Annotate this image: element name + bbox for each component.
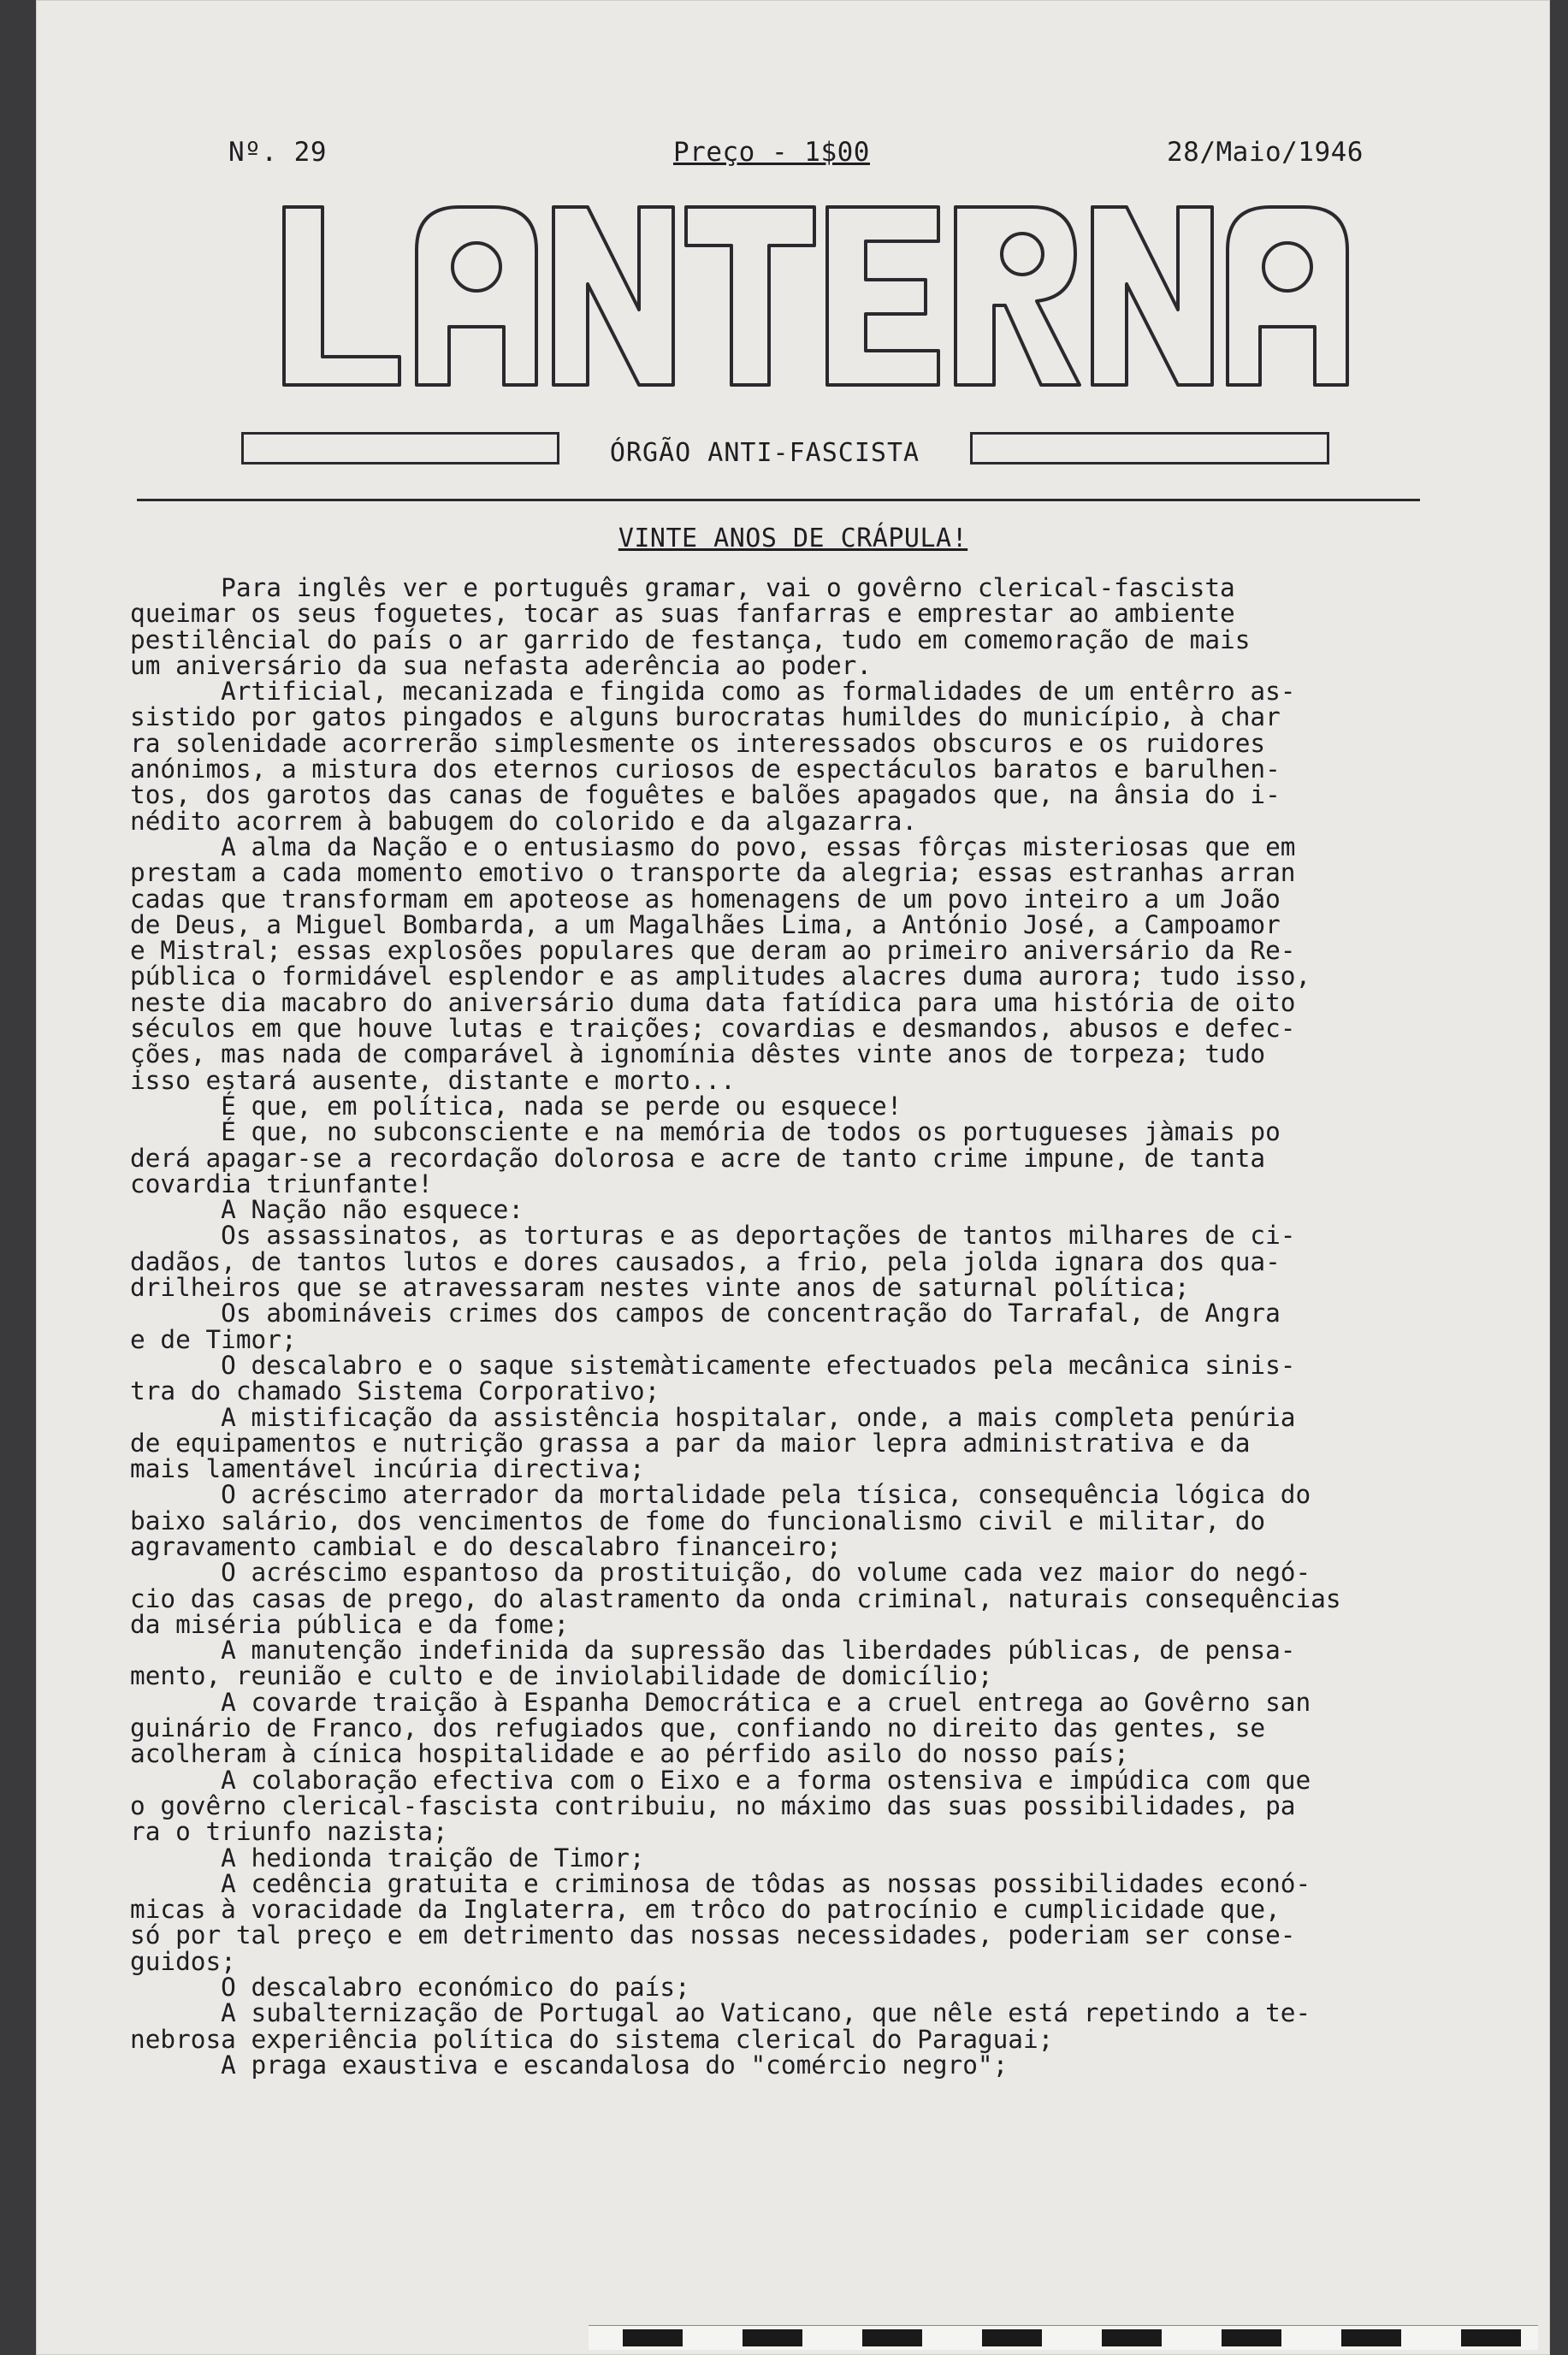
article-line: O descalabro económico do país; [130,1973,690,2003]
masthead-subtitle: ÓRGÃO ANTI-FASCISTA [609,438,920,468]
article-line: É que, em política, nada se perde ou esquece! [130,1091,902,1121]
masthead-logo [280,198,1353,391]
article-line: A cedência gratuita e criminosa de tôdas as nossas possibilidades econó- [130,1868,1311,1898]
article-line: drilheiros que se atravessaram nestes vinte anos de saturnal política; [130,1273,1190,1303]
article-line: É que, no subconsciente e na memória de todos os portugueses jàmais po [130,1117,1281,1147]
article-line: prestam a cada momento emotivo o transporte da alegria; essas estranhas arran [130,858,1296,888]
article-line: mais lamentável incúria directiva; [130,1454,645,1484]
article-line: covardia triunfante! [130,1169,433,1198]
article-line: O acréscimo aterrador da mortalidade pela tísica, consequência lógica do [130,1480,1311,1510]
article-line: e Mistral; essas explosões populares que deram ao primeiro aniversário da Re- [130,936,1296,966]
article-line: agravamento cambial e do descalabro financeiro; [130,1531,842,1561]
article-line: O descalabro e o saque sistemàticamente efectuados pela mecânica sinis- [130,1350,1296,1380]
article-line: A hedionda traição de Timor; [130,1843,645,1873]
article-line: cadas que transformam em apoteose as homenagens de um povo inteiro a um João [130,884,1281,914]
masthead-title-outline [280,198,1353,391]
article-line: Artificial, mecanizada e fingida como as formalidades de um entêrro as- [130,677,1296,707]
article-line: cio das casas de prego, do alastramento da onda criminal, naturais consequências [130,1583,1341,1613]
article-line: A praga exaustiva e escandalosa do "comércio negro"; [130,2050,1009,2080]
article-line: anónimos, a mistura dos eternos curiosos de espectáculos baratos e barulhen- [130,754,1281,784]
article-headline: VINTE ANOS DE CRÁPULA! [618,524,968,553]
price: Preço - 1$00 [673,137,870,168]
article-line: A mistificação da assistência hospitalar, onde, a mais completa penúria [130,1402,1296,1432]
article-line: mento, reunião e culto e de inviolabilidade de domicílio; [130,1661,993,1691]
article-line: ções, mas nada de comparável à ignomínia dêstes vinte anos de torpeza; tudo [130,1039,1266,1069]
article-line: e de Timor; [130,1324,297,1354]
article-line: micas à voracidade da Inglaterra, em trôco do patrocínio e cumplicidade que, [130,1895,1281,1925]
article-line: A manutenção indefinida da supressão das liberdades públicas, de pensa- [130,1636,1296,1666]
article-line: nédito acorrem à babugem do colorido e da algazarra. [130,806,918,836]
scale-ruler [589,2325,1538,2350]
article-line: guidos; [130,1946,236,1976]
subtitle-bar-left [241,432,559,464]
article-line: acolheram à cínica hospitalidade e ao pérfido asilo do nosso país; [130,1739,1129,1769]
article-line: só por tal preço e em detrimento das nossas necessidades, poderiam ser conse- [130,1920,1296,1950]
article-line: dadãos, de tantos lutos e dores causados, a frio, pela jolda ignara dos qua- [130,1246,1281,1276]
article-body [130,575,1482,2078]
article-line: ra o triunfo nazista; [130,1817,448,1847]
article-line: nebrosa experiência política do sistema clerical do Paraguai; [130,2024,1054,2054]
issue-date: 28/Maio/1946 [1167,137,1364,168]
header-rule [137,499,1420,501]
article-line: da miséria pública e da fome; [130,1609,570,1639]
article-line: Para inglês ver e português gramar, vai o govêrno clerical-fascista [130,573,1235,602]
article-line: séculos em que houve lutas e traições; covardias e desmandos, abusos e defec- [130,1014,1296,1044]
article-line: pública o formidável esplendor e as amplitudes alacres duma aurora; tudo isso, [130,962,1311,991]
article-line: A alma da Nação e o entusiasmo do povo, essas fôrças misteriosas que em [130,831,1296,861]
article-line: isso estará ausente, distante e morto... [130,1065,736,1095]
article-line: tos, dos garotos das canas de foguêtes e balões apagados que, na ânsia do i- [130,780,1281,810]
article-line: A colaboração efectiva com o Eixo e a forma ostensiva e impúdica com que [130,1765,1311,1795]
article-line: de Deus, a Miguel Bombarda, a um Magalhães Lima, a António José, a Campoamor [130,909,1281,939]
article-line: ra solenidade acorrerão simplesmente os interessados obscuros e os ruidores [130,728,1266,758]
article-line: o govêrno clerical-fascista contribuiu, no máximo das suas possibilidades, pa [130,1790,1296,1820]
newspaper-page [36,0,1550,2355]
article-line: A covarde traição à Espanha Democrática e a cruel entrega ao Govêrno san [130,1687,1311,1717]
article-line: pestilêncial do país o ar garrido de festança, tudo em comemoração de mais [130,624,1251,654]
article-line: Os abomináveis crimes dos campos de concentração do Tarrafal, de Angra [130,1299,1281,1328]
article-line: guinário de Franco, dos refugiados que, confiando no direito das gentes, se [130,1713,1266,1743]
article-line: Os assassinatos, as torturas e as deportações de tantos milhares de ci- [130,1221,1296,1251]
article-line: A Nação não esquece: [130,1195,524,1225]
article-line: sistido por gatos pingados e alguns burocratas humildes do município, à char [130,702,1281,732]
article-line: derá apagar-se a recordação dolorosa e acre de tanto crime impune, de tanta [130,1143,1266,1173]
issue-number: Nº. 29 [228,137,327,168]
article-line: neste dia macabro do aniversário duma data fatídica para uma história de oito [130,987,1296,1017]
article-line: A subalternização de Portugal ao Vaticano, que nêle está repetindo a te- [130,1998,1311,2028]
article-line: queimar os seus foguetes, tocar as suas fanfarras e emprestar ao ambiente [130,599,1235,629]
article-line: tra do chamado Sistema Corporativo; [130,1376,660,1406]
article-line: de equipamentos e nutrição grassa a par da maior lepra administrativa e da [130,1428,1251,1458]
article-line: um aniversário da sua nefasta aderência ao poder. [130,650,873,680]
article-line: baixo salário, dos vencimentos de fome do funcionalismo civil e militar, do [130,1506,1266,1535]
subtitle-bar-right [970,432,1329,464]
article-line: O acréscimo espantoso da prostituição, do volume cada vez maior do negó- [130,1558,1311,1588]
